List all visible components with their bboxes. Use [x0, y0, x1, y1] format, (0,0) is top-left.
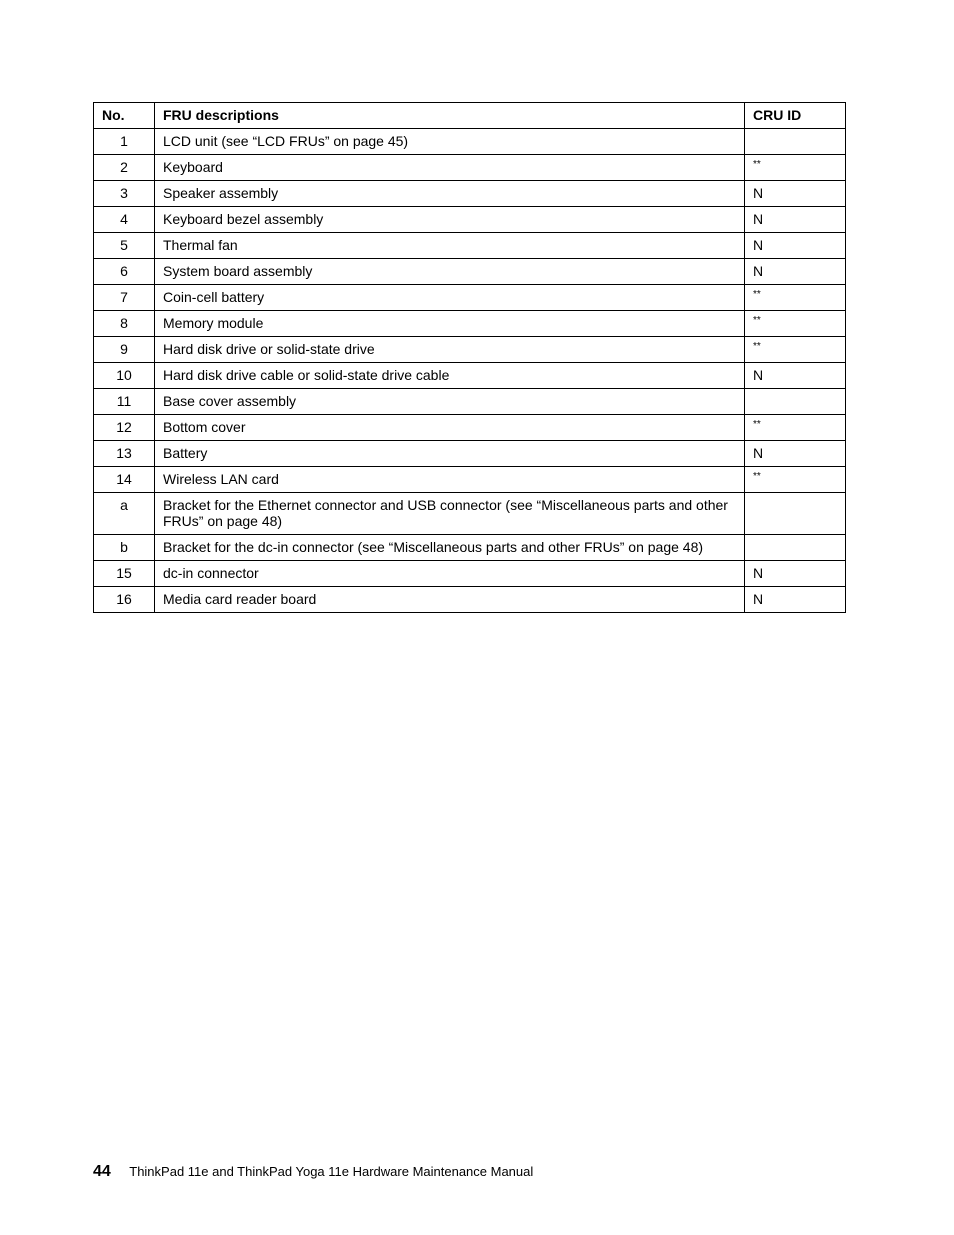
header-fru-descriptions: FRU descriptions — [155, 103, 745, 129]
row-no: 5 — [94, 233, 155, 259]
row-no: 10 — [94, 363, 155, 389]
row-description: Speaker assembly — [155, 181, 745, 207]
row-description: Bottom cover — [155, 415, 745, 441]
row-cru-id — [745, 535, 846, 561]
row-cru-id: N — [745, 441, 846, 467]
table-row — [94, 207, 846, 233]
table-row — [94, 441, 846, 467]
manual-title: ThinkPad 11e and ThinkPad Yoga 11e Hardware Maintenance Manual — [129, 1164, 534, 1179]
row-no: 13 — [94, 441, 155, 467]
table-row — [94, 337, 846, 363]
row-cru-id: ** — [745, 311, 846, 337]
table-row — [94, 363, 846, 389]
row-cru-id: ** — [745, 285, 846, 311]
row-cru-id — [745, 493, 846, 535]
row-cru-id: N — [745, 207, 846, 233]
table-row — [94, 561, 846, 587]
table-row — [94, 535, 846, 561]
row-no: 15 — [94, 561, 155, 587]
row-no: 2 — [94, 155, 155, 181]
row-cru-id: ** — [745, 337, 846, 363]
row-description: Media card reader board — [155, 587, 745, 613]
row-cru-id — [745, 389, 846, 415]
table-row — [94, 493, 846, 535]
row-no: a — [94, 493, 155, 535]
table-row — [94, 155, 846, 181]
row-description: Hard disk drive or solid-state drive — [155, 337, 745, 363]
table-row — [94, 415, 846, 441]
row-cru-id: N — [745, 181, 846, 207]
table-row — [94, 389, 846, 415]
row-no: 11 — [94, 389, 155, 415]
table-row — [94, 233, 846, 259]
row-cru-id: ** — [745, 415, 846, 441]
row-no: 7 — [94, 285, 155, 311]
table-body — [94, 129, 846, 613]
table-row — [94, 587, 846, 613]
row-no: 6 — [94, 259, 155, 285]
row-no: 14 — [94, 467, 155, 493]
row-description: Keyboard — [155, 155, 745, 181]
table-row — [94, 285, 846, 311]
header-no: No. — [94, 103, 155, 129]
table-row — [94, 311, 846, 337]
row-description: Bracket for the dc-in connector (see “Miscellaneous parts and other FRUs” on page 48) — [155, 535, 745, 561]
row-cru-id: N — [745, 363, 846, 389]
row-cru-id: N — [745, 233, 846, 259]
row-no: 8 — [94, 311, 155, 337]
row-description: Hard disk drive cable or solid-state drive cable — [155, 363, 745, 389]
row-description: Memory module — [155, 311, 745, 337]
row-no: 9 — [94, 337, 155, 363]
page-number: 44 — [93, 1163, 111, 1180]
page-footer — [93, 1163, 533, 1181]
table-row — [94, 181, 846, 207]
table-row — [94, 259, 846, 285]
row-no: 3 — [94, 181, 155, 207]
row-description: Keyboard bezel assembly — [155, 207, 745, 233]
row-cru-id: N — [745, 561, 846, 587]
row-cru-id — [745, 129, 846, 155]
row-description: dc-in connector — [155, 561, 745, 587]
table-header-row — [94, 103, 846, 129]
row-description: System board assembly — [155, 259, 745, 285]
row-description: Coin-cell battery — [155, 285, 745, 311]
row-cru-id: N — [745, 587, 846, 613]
row-description: Thermal fan — [155, 233, 745, 259]
row-no: 4 — [94, 207, 155, 233]
row-description: Wireless LAN card — [155, 467, 745, 493]
row-description: Bracket for the Ethernet connector and USB connector (see “Miscellaneous parts and other FRUs” on page 48) — [155, 493, 745, 535]
row-description: Base cover assembly — [155, 389, 745, 415]
row-no: b — [94, 535, 155, 561]
row-cru-id: ** — [745, 155, 846, 181]
row-description: Battery — [155, 441, 745, 467]
table-row — [94, 467, 846, 493]
row-description: LCD unit (see “LCD FRUs” on page 45) — [155, 129, 745, 155]
table-row — [94, 129, 846, 155]
row-no: 1 — [94, 129, 155, 155]
row-no: 12 — [94, 415, 155, 441]
row-no: 16 — [94, 587, 155, 613]
fru-table — [93, 102, 846, 613]
row-cru-id: N — [745, 259, 846, 285]
header-cru-id: CRU ID — [745, 103, 846, 129]
row-cru-id: ** — [745, 467, 846, 493]
